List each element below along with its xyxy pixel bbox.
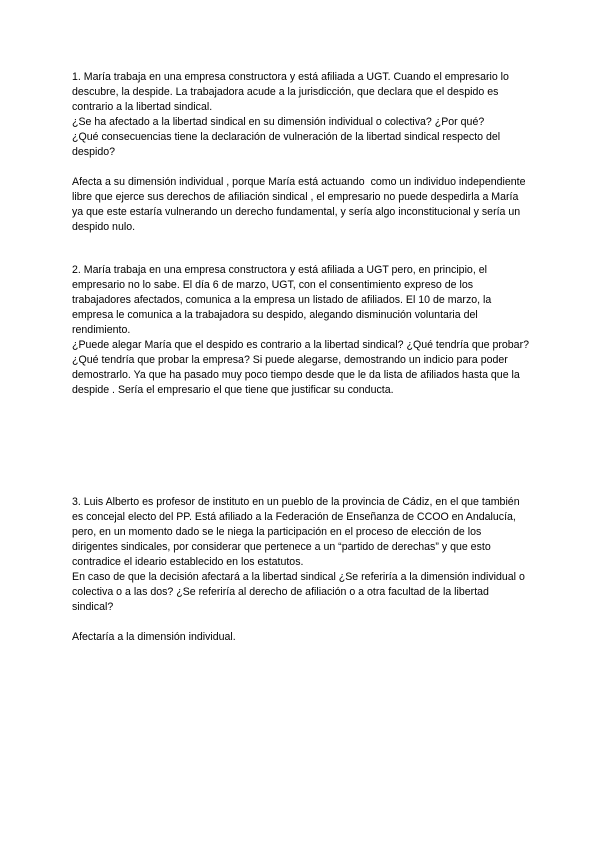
exercise-3 bbox=[72, 495, 530, 645]
exercise-3-statement: 3. Luis Alberto es profesor de instituto en un pueblo de la provincia de Cádiz, en el que también es concejal electo del PP. Está afiliado a la Federación de Enseñanza de CCOO en Andalucía, pero, en un momento dado se le niega la participación en el proceso de elección de los dirigentes sindicales, por considerar que pertenece a un “partido de derechas” y que esto contradice el ideario establecido en los estatutos. bbox=[72, 496, 523, 568]
paragraph-spacer bbox=[72, 615, 530, 630]
exercise-1-statement: 1. María trabaja en una empresa constructora y está afiliada a UGT. Cuando el empresario lo descubre, la despide. La trabajadora acude a la jurisdicción, que declara que el despido es contrario a la libertad sindical. bbox=[72, 71, 512, 113]
exercise-3-question: En caso de que la decisión afectará a la libertad sindical ¿Se referiría a la dimensión individual o colectiva o a las dos? ¿Se referiría al derecho de afiliación o a otra facultad de la libertad sindical? bbox=[72, 571, 528, 613]
exercise-2-statement: 2. María trabaja en una empresa constructora y está afiliada a UGT pero, en principio, el empresario no lo sabe. El día 6 de marzo, UGT, con el consentimiento expreso de los trabajadores afectados, comunica a la empresa un listado de afiliados. El 10 de marzo, la empresa le comunica a la trabajadora su despido, alegando disminución voluntaria del rendimiento. bbox=[72, 264, 495, 336]
exercise-1-question-a: ¿Se ha afectado a la libertad sindical en su dimensión individual o colectiva? ¿Por qué? bbox=[72, 116, 485, 128]
exercise-1-question-b: ¿Qué consecuencias tiene la declaración de vulneración de la libertad sindical respecto del despido? bbox=[72, 131, 504, 158]
exercise-1-answer: Afecta a su dimensión individual , porque María está actuando como un individuo independiente libre que ejerce sus derechos de afiliación sindical , el empresario no puede despedirla a María ya que este estaría vulnerando un derecho fundamental, y sería algo inconstitucional y sería un despido nulo. bbox=[72, 176, 529, 233]
paragraph-spacer bbox=[72, 160, 530, 175]
exercise-1 bbox=[72, 70, 530, 235]
exercise-3-answer: Afectaría a la dimensión individual. bbox=[72, 631, 236, 643]
exercise-2-answer: ¿Puede alegar María que el despido es contrario a la libertad sindical? ¿Qué tendría que probar? ¿Qué tendría que probar la empresa? Si puede alegarse, demostrando un indicio para poder demostrarlo. Ya que ha pasado muy poco tiempo desde que le da lista de afiliados hasta que la despide . Sería el empresario el que tiene que justificar su conducta. bbox=[72, 339, 532, 396]
exercise-2 bbox=[72, 263, 530, 398]
